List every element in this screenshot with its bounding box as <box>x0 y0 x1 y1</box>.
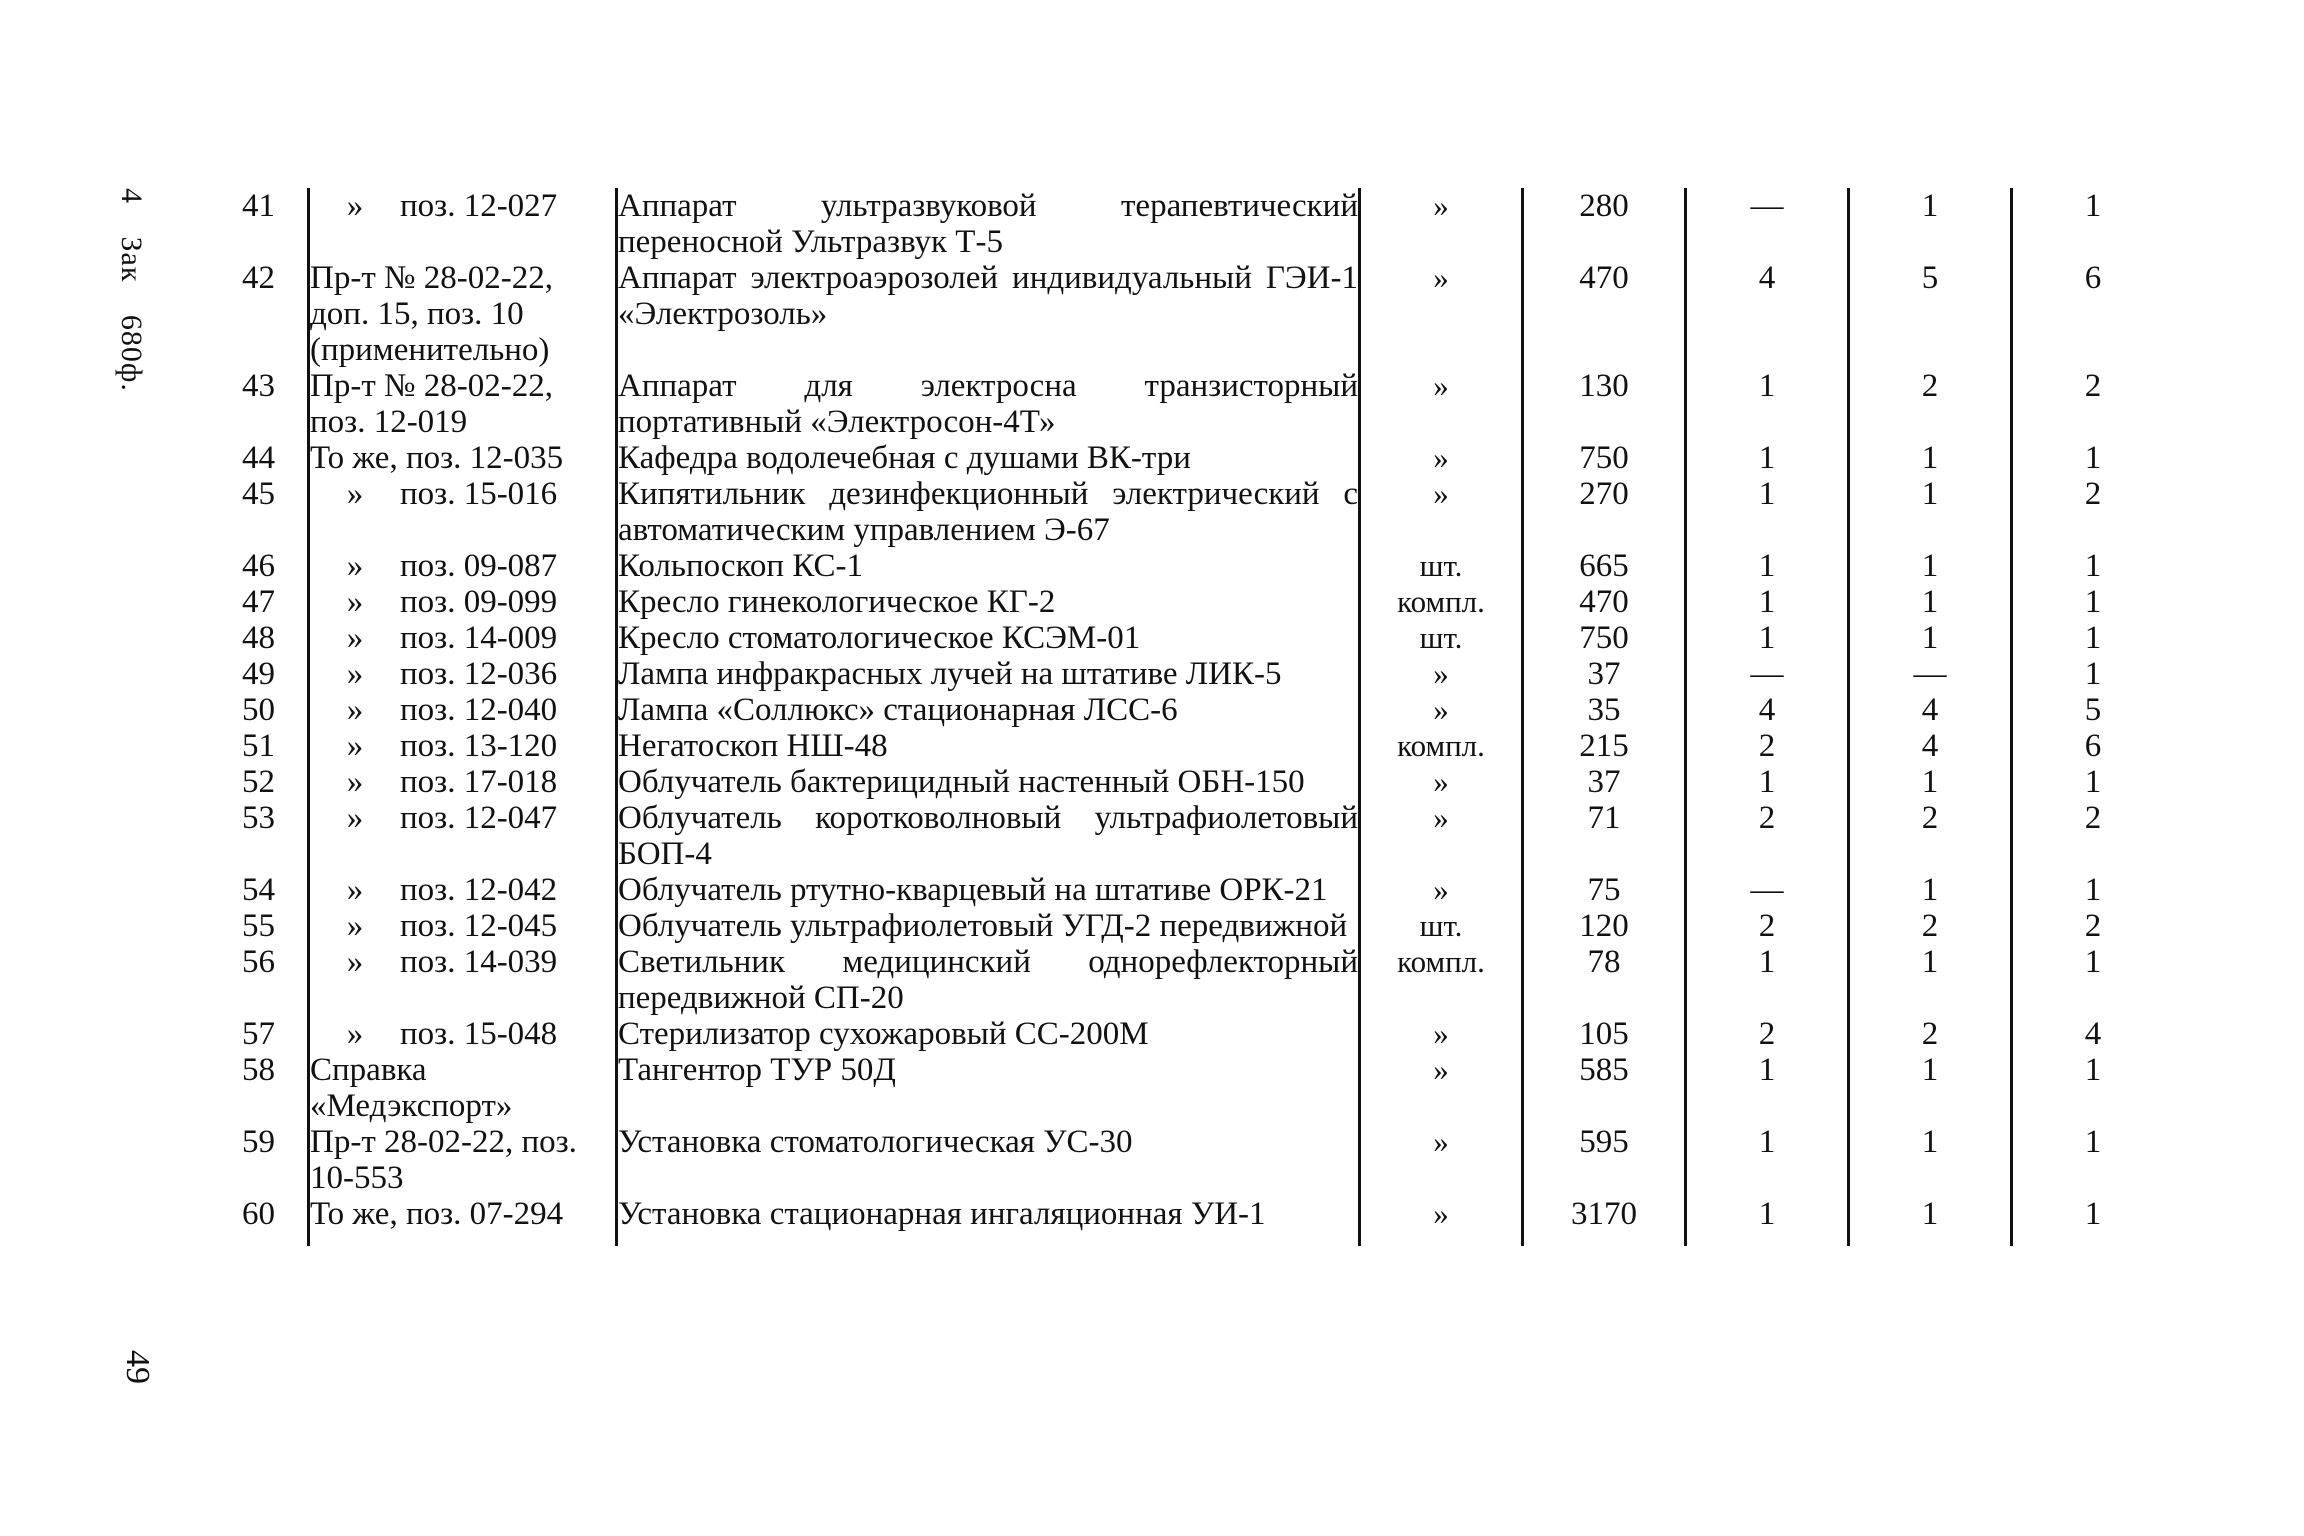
qty-1-cell: — <box>1686 656 1849 692</box>
price-cell: 37 <box>1523 656 1686 692</box>
table-row <box>210 656 2173 692</box>
ditto-mark: » <box>346 584 364 620</box>
item-name: Кресло стоматологическое КСЭМ-01 <box>617 620 1360 656</box>
source-position: поз. 12-047 <box>400 800 558 836</box>
item-name: Кипятильник дезинфекционный электрический с автоматическим управлением Э-67 <box>618 476 1358 548</box>
price-cell: 750 <box>1523 440 1686 476</box>
price-cell: 75 <box>1523 872 1686 908</box>
source-ref <box>309 692 617 728</box>
qty-3-cell: 2 <box>2012 476 2174 548</box>
qty-1-cell: 1 <box>1686 1196 1849 1232</box>
qty-1-cell: 4 <box>1686 692 1849 728</box>
source-ref: Пр-т 28-02-22, поз. 10-553 <box>309 1124 617 1196</box>
row-number: 46 <box>242 548 275 584</box>
qty-1-cell: 1 <box>1686 764 1849 800</box>
qty-1-cell: 2 <box>1686 728 1849 764</box>
row-number: 41 <box>242 188 275 224</box>
row-number: 47 <box>242 584 275 620</box>
source-ref <box>309 548 617 584</box>
qty-3-cell: 1 <box>2012 656 2174 692</box>
qty-2-cell: 2 <box>1849 800 2012 872</box>
qty-2-cell: 2 <box>1849 908 2012 944</box>
row-number: 42 <box>242 260 275 296</box>
qty-1-cell: 2 <box>1686 800 1849 872</box>
unit-cell: компл. <box>1360 944 1523 1016</box>
padding-cell <box>210 1232 309 1246</box>
source-ref: Пр-т № 28-02-22, доп. 15, поз. 10 (применительно) <box>309 260 617 368</box>
ditto-mark: » <box>346 620 364 656</box>
qty-3-cell: 1 <box>2012 620 2174 656</box>
qty-1-cell: 1 <box>1686 944 1849 1016</box>
item-name: Облучатель ультрафиолетовый УГД-2 передвижной <box>617 908 1360 944</box>
item-name: Кресло гинекологическое КГ-2 <box>617 584 1360 620</box>
qty-3-cell: 1 <box>2012 188 2174 260</box>
source-ref <box>309 728 617 764</box>
qty-3-cell: 1 <box>2012 764 2174 800</box>
source-ref <box>309 764 617 800</box>
qty-2-cell: 1 <box>1849 1052 2012 1124</box>
page-number: 49 <box>119 1350 156 1384</box>
ditto-mark: » <box>346 1016 364 1052</box>
price-cell: 595 <box>1523 1124 1686 1196</box>
item-name: Кольпоскоп КС-1 <box>617 548 1360 584</box>
price-cell: 270 <box>1523 476 1686 548</box>
qty-3-cell: 1 <box>2012 1124 2174 1196</box>
margin-note-part: 680ф. <box>115 314 148 392</box>
qty-1-cell: — <box>1686 872 1849 908</box>
source-ref: Справка «Медэкспорт» <box>309 1052 617 1124</box>
unit-cell: » <box>1360 800 1523 872</box>
source-ref <box>309 656 617 692</box>
source-position: поз. 12-027 <box>400 188 558 224</box>
source-position: поз. 12-042 <box>400 872 558 908</box>
qty-3-cell: 6 <box>2012 728 2174 764</box>
unit-cell: шт. <box>1360 620 1523 656</box>
table-row <box>210 944 2173 1016</box>
padding-cell <box>1523 1232 1686 1246</box>
ditto-mark: » <box>346 188 364 224</box>
ditto-mark: » <box>346 872 364 908</box>
row-number: 58 <box>242 1052 275 1088</box>
table-row <box>210 1124 2173 1196</box>
row-number: 49 <box>242 656 275 692</box>
ditto-mark: » <box>346 800 364 836</box>
row-number: 56 <box>242 944 275 980</box>
unit-cell: » <box>1360 368 1523 440</box>
table-row <box>210 368 2173 440</box>
qty-2-cell: 1 <box>1849 188 2012 260</box>
qty-3-cell: 6 <box>2012 260 2174 368</box>
source-position: поз. 09-087 <box>400 548 558 584</box>
table-row <box>210 476 2173 548</box>
source-ref <box>309 1016 617 1052</box>
unit-cell: » <box>1360 692 1523 728</box>
qty-2-cell: 1 <box>1849 584 2012 620</box>
unit-cell: шт. <box>1360 908 1523 944</box>
source-position: поз. 15-048 <box>400 1016 558 1052</box>
item-name: Аппарат для электросна транзисторный портативный «Электросон-4Т» <box>618 368 1358 440</box>
row-number: 48 <box>242 620 275 656</box>
item-name: Аппарат ультразвуковой терапевтический переносной Ультразвук Т-5 <box>618 188 1358 260</box>
unit-cell: » <box>1360 1124 1523 1196</box>
qty-2-cell: 1 <box>1849 548 2012 584</box>
qty-2-cell: 1 <box>1849 440 2012 476</box>
row-number: 59 <box>242 1124 275 1160</box>
qty-1-cell: 1 <box>1686 620 1849 656</box>
qty-3-cell: 1 <box>2012 872 2174 908</box>
row-number: 55 <box>242 908 275 944</box>
item-name: Стерилизатор сухожаровый СС-200М <box>617 1016 1360 1052</box>
item-name: Тангентор ТУР 50Д <box>617 1052 1360 1124</box>
equipment-table <box>210 188 2173 1246</box>
source-ref <box>309 908 617 944</box>
margin-note-part: Зак <box>115 236 148 283</box>
qty-3-cell: 4 <box>2012 1016 2174 1052</box>
table-row <box>210 584 2173 620</box>
ditto-mark: » <box>346 548 364 584</box>
item-name: Негатоскоп НШ-48 <box>617 728 1360 764</box>
price-cell: 280 <box>1523 188 1686 260</box>
row-number: 60 <box>242 1196 275 1232</box>
row-number: 43 <box>242 368 275 404</box>
item-name: Облучатель коротковолновый ультрафиолетовый БОП-4 <box>618 800 1358 872</box>
table-row <box>210 188 2173 260</box>
source-position: поз. 12-045 <box>400 908 558 944</box>
qty-2-cell: — <box>1849 656 2012 692</box>
unit-cell: » <box>1360 764 1523 800</box>
qty-2-cell: 1 <box>1849 764 2012 800</box>
qty-3-cell: 2 <box>2012 908 2174 944</box>
item-name: Установка стоматологическая УС-30 <box>617 1124 1360 1196</box>
row-number: 53 <box>242 800 275 836</box>
source-position: поз. 17-018 <box>400 764 558 800</box>
price-cell: 750 <box>1523 620 1686 656</box>
source-ref <box>309 476 617 548</box>
table-row <box>210 908 2173 944</box>
source-position: поз. 15-016 <box>400 476 558 512</box>
source-ref <box>309 584 617 620</box>
source-ref <box>309 800 617 872</box>
qty-1-cell: — <box>1686 188 1849 260</box>
source-ref <box>309 872 617 908</box>
price-cell: 665 <box>1523 548 1686 584</box>
qty-1-cell: 1 <box>1686 476 1849 548</box>
ditto-mark: » <box>346 692 364 728</box>
qty-1-cell: 2 <box>1686 1016 1849 1052</box>
qty-3-cell: 1 <box>2012 944 2174 1016</box>
price-cell: 35 <box>1523 692 1686 728</box>
ditto-mark: » <box>346 764 364 800</box>
qty-2-cell: 1 <box>1849 476 2012 548</box>
ditto-mark: » <box>346 728 364 764</box>
table-row <box>210 764 2173 800</box>
margin-note-part: 4 <box>115 188 148 204</box>
unit-cell: » <box>1360 1016 1523 1052</box>
unit-cell: » <box>1360 1196 1523 1232</box>
qty-1-cell: 1 <box>1686 584 1849 620</box>
row-number: 57 <box>242 1016 275 1052</box>
qty-1-cell: 1 <box>1686 548 1849 584</box>
row-number: 44 <box>242 440 275 476</box>
price-cell: 105 <box>1523 1016 1686 1052</box>
padding-cell <box>1849 1232 2012 1246</box>
item-name: Аппарат электроаэрозолей индивидуальный ГЭИ-1 «Электрозоль» <box>617 260 1360 368</box>
qty-2-cell: 2 <box>1849 1016 2012 1052</box>
qty-2-cell: 4 <box>1849 728 2012 764</box>
source-position: поз. 12-036 <box>400 656 558 692</box>
price-cell: 37 <box>1523 764 1686 800</box>
qty-2-cell: 1 <box>1849 620 2012 656</box>
unit-cell: шт. <box>1360 548 1523 584</box>
price-cell: 585 <box>1523 1052 1686 1124</box>
ditto-mark: » <box>346 656 364 692</box>
unit-cell: » <box>1360 440 1523 476</box>
qty-2-cell: 1 <box>1849 1124 2012 1196</box>
item-name: Лампа инфракрасных лучей на штативе ЛИК-5 <box>617 656 1360 692</box>
price-cell: 470 <box>1523 260 1686 368</box>
source-ref <box>309 188 617 260</box>
unit-cell: » <box>1360 476 1523 548</box>
qty-2-cell: 1 <box>1849 1196 2012 1232</box>
source-position: поз. 14-009 <box>400 620 558 656</box>
row-number: 52 <box>242 764 275 800</box>
source-position: поз. 14-039 <box>400 944 558 980</box>
source-position: поз. 09-099 <box>400 584 558 620</box>
qty-1-cell: 1 <box>1686 440 1849 476</box>
qty-3-cell: 1 <box>2012 584 2174 620</box>
table-row <box>210 728 2173 764</box>
margin-note <box>114 188 148 416</box>
price-cell: 78 <box>1523 944 1686 1016</box>
qty-2-cell: 5 <box>1849 260 2012 368</box>
price-cell: 470 <box>1523 584 1686 620</box>
table-row <box>210 1196 2173 1232</box>
padding-cell <box>309 1232 617 1246</box>
qty-2-cell: 1 <box>1849 872 2012 908</box>
padding-cell <box>1360 1232 1523 1246</box>
row-number: 50 <box>242 692 275 728</box>
price-cell: 130 <box>1523 368 1686 440</box>
row-number: 54 <box>242 872 275 908</box>
table-row <box>210 800 2173 872</box>
ditto-mark: » <box>346 908 364 944</box>
qty-1-cell: 1 <box>1686 1052 1849 1124</box>
table-row <box>210 440 2173 476</box>
qty-3-cell: 1 <box>2012 440 2174 476</box>
item-name: Лампа «Соллюкс» стационарная ЛСС-6 <box>617 692 1360 728</box>
qty-2-cell: 4 <box>1849 692 2012 728</box>
price-cell: 71 <box>1523 800 1686 872</box>
qty-3-cell: 2 <box>2012 368 2174 440</box>
table-row <box>210 872 2173 908</box>
price-cell: 3170 <box>1523 1196 1686 1232</box>
price-cell: 215 <box>1523 728 1686 764</box>
row-number: 51 <box>242 728 275 764</box>
qty-1-cell: 2 <box>1686 908 1849 944</box>
unit-cell: » <box>1360 188 1523 260</box>
source-ref: То же, поз. 12-035 <box>309 440 617 476</box>
table-row <box>210 1016 2173 1052</box>
qty-1-cell: 1 <box>1686 1124 1849 1196</box>
source-ref <box>309 944 617 1016</box>
padding-cell <box>617 1232 1360 1246</box>
qty-3-cell: 1 <box>2012 1196 2174 1232</box>
qty-3-cell: 1 <box>2012 1052 2174 1124</box>
item-name: Облучатель бактерицидный настенный ОБН-150 <box>617 764 1360 800</box>
unit-cell: компл. <box>1360 728 1523 764</box>
qty-2-cell: 1 <box>1849 944 2012 1016</box>
table-row <box>210 548 2173 584</box>
qty-1-cell: 4 <box>1686 260 1849 368</box>
qty-3-cell: 5 <box>2012 692 2174 728</box>
qty-3-cell: 2 <box>2012 800 2174 872</box>
unit-cell: компл. <box>1360 584 1523 620</box>
padding-cell <box>1686 1232 1849 1246</box>
ditto-mark: » <box>346 944 364 980</box>
unit-cell: » <box>1360 260 1523 368</box>
source-position: поз. 13-120 <box>400 728 558 764</box>
qty-3-cell: 1 <box>2012 548 2174 584</box>
price-cell: 120 <box>1523 908 1686 944</box>
padding-cell <box>2012 1232 2174 1246</box>
item-name: Облучатель ртутно-кварцевый на штативе ОРК-21 <box>617 872 1360 908</box>
source-ref: Пр-т № 28-02-22, поз. 12-019 <box>309 368 617 440</box>
qty-2-cell: 2 <box>1849 368 2012 440</box>
table-row <box>210 260 2173 368</box>
ditto-mark: » <box>346 476 364 512</box>
item-name: Кафедра водолечебная с душами ВК-три <box>617 440 1360 476</box>
source-position: поз. 12-040 <box>400 692 558 728</box>
row-number: 45 <box>242 476 275 512</box>
table-row <box>210 620 2173 656</box>
table-row <box>210 1052 2173 1124</box>
unit-cell: » <box>1360 1052 1523 1124</box>
table-row <box>210 692 2173 728</box>
source-ref: То же, поз. 07-294 <box>309 1196 617 1232</box>
table-bottom-padding <box>210 1232 2173 1246</box>
source-ref <box>309 620 617 656</box>
unit-cell: » <box>1360 656 1523 692</box>
qty-1-cell: 1 <box>1686 368 1849 440</box>
item-name: Светильник медицинский однорефлекторный передвижной СП-20 <box>618 944 1358 1016</box>
unit-cell: » <box>1360 872 1523 908</box>
item-name: Установка стационарная ингаляционная УИ-1 <box>617 1196 1360 1232</box>
